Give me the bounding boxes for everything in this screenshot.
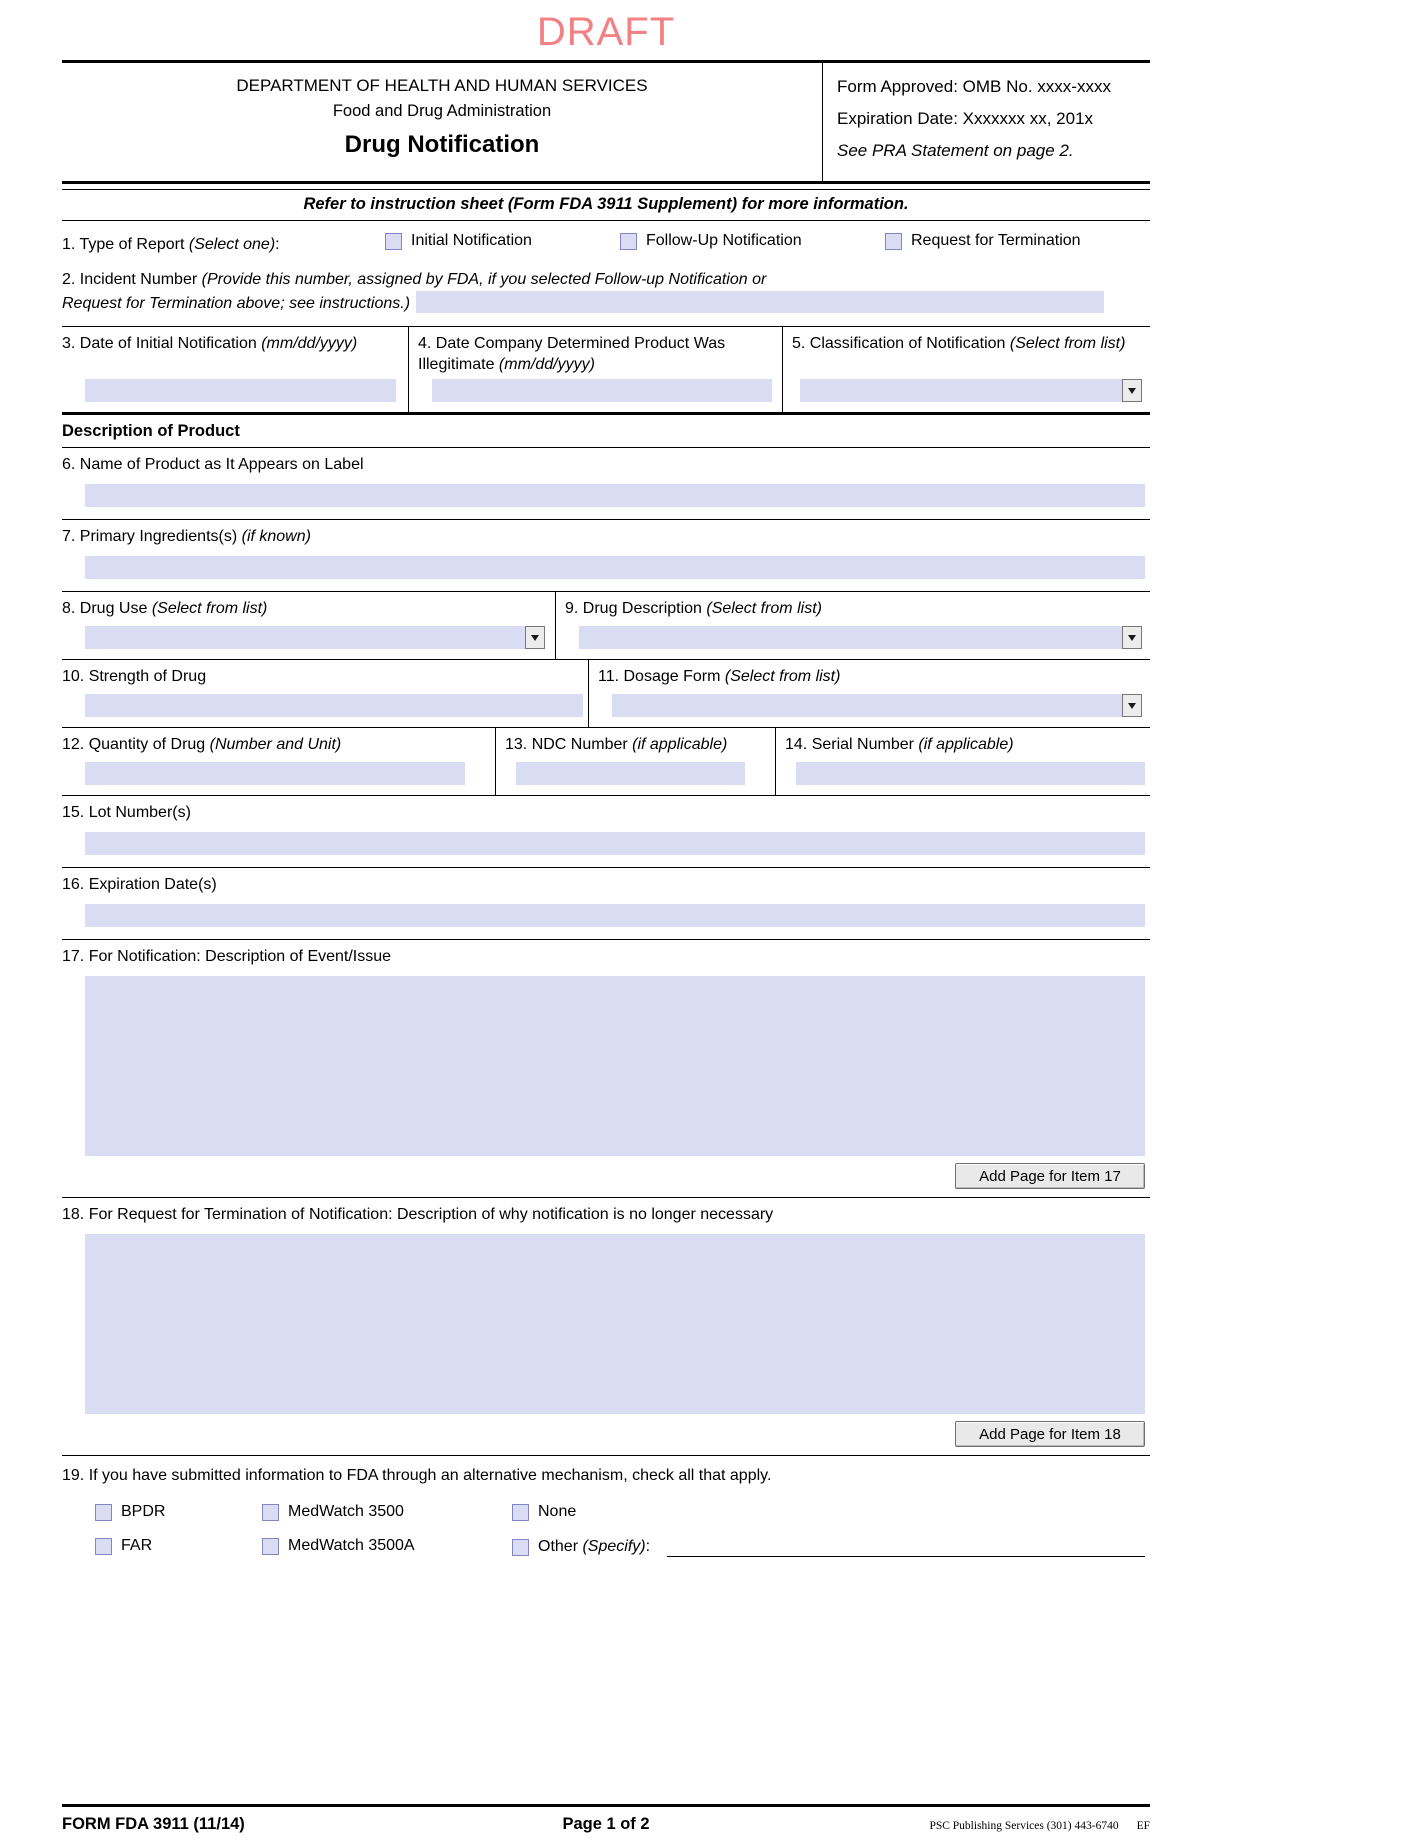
item-8-input[interactable] xyxy=(85,626,525,649)
checkbox-box-icon[interactable] xyxy=(620,233,637,250)
item-15-label: 15. Lot Number(s) xyxy=(62,804,191,821)
item-3-input[interactable] xyxy=(85,379,396,402)
item-12-input[interactable] xyxy=(85,762,465,785)
other-specify-input[interactable] xyxy=(667,1537,1145,1557)
form-number: FORM FDA 3911 (11/14) xyxy=(62,1815,245,1833)
item-5-combo xyxy=(800,379,1142,402)
down-triangle-icon xyxy=(1128,388,1136,394)
item-17-event-description xyxy=(62,940,1150,1198)
add-page-item-18-button[interactable]: Add Page for Item 18 xyxy=(955,1421,1145,1447)
item-10-label: 10. Strength of Drug xyxy=(62,668,207,685)
approval-block xyxy=(822,63,1150,181)
item-14-serial-number xyxy=(775,728,1150,795)
item-19-checkbox-row-1 xyxy=(62,1499,1150,1533)
item-11-combo xyxy=(612,694,1142,717)
department-name: DEPARTMENT OF HEALTH AND HUMAN SERVICES xyxy=(236,76,648,95)
item-16-label: 16. Expiration Date(s) xyxy=(62,876,217,893)
item-10-input[interactable] xyxy=(85,694,583,717)
item-17-button-row xyxy=(62,1163,1145,1189)
item-13-input[interactable] xyxy=(516,762,745,785)
item-1-label: 1. Type of Report (Select one): xyxy=(62,236,280,253)
publisher-info: PSC Publishing Services (301) 443-6740 EF xyxy=(929,1820,1150,1832)
down-triangle-icon xyxy=(531,635,539,641)
item-4-input[interactable] xyxy=(432,379,772,402)
item-3-date-of-initial-notification xyxy=(62,327,408,412)
item-18-label: 18. For Request for Termination of Notification: Description of why notification is no longer necessary xyxy=(62,1206,774,1223)
item-4-label: 4. Date Company Determined Product Was Illegitimate (mm/dd/yyyy) xyxy=(418,335,726,373)
header-agency-block xyxy=(62,63,822,181)
item-10-strength-of-drug xyxy=(62,660,588,727)
item-3-label: 3. Date of Initial Notification (mm/dd/yyyy) xyxy=(62,335,358,352)
checkbox-box-icon[interactable] xyxy=(262,1504,279,1521)
instruction-banner: Refer to instruction sheet (Form FDA 3911 Supplement) for more information. xyxy=(62,189,1150,221)
dropdown-arrow-icon[interactable] xyxy=(525,626,545,649)
checkbox-medwatch-3500[interactable]: MedWatch 3500 xyxy=(262,1503,404,1521)
item-2-input[interactable] xyxy=(416,291,1104,313)
item-4-date-determined-illegitimate xyxy=(408,327,782,412)
item-19-alternative-mechanism xyxy=(62,1456,1150,1567)
item-16-input[interactable] xyxy=(85,904,1145,927)
item-8-combo xyxy=(85,626,545,649)
item-9-label: 9. Drug Description (Select from list) xyxy=(565,600,822,617)
checkbox-box-icon[interactable] xyxy=(95,1538,112,1555)
item-11-label: 11. Dosage Form (Select from list) xyxy=(598,668,841,685)
item-14-label: 14. Serial Number (if applicable) xyxy=(785,736,1014,753)
omb-approval-line: Form Approved: OMB No. xxxx-xxxx xyxy=(837,77,1111,96)
item-15-input[interactable] xyxy=(85,832,1145,855)
item-18-textarea[interactable] xyxy=(85,1234,1145,1414)
dropdown-arrow-icon[interactable] xyxy=(1122,694,1142,717)
checkbox-other[interactable] xyxy=(512,1537,1145,1557)
page-indicator: Page 1 of 2 xyxy=(562,1815,650,1833)
items-10-11-row xyxy=(62,660,1150,728)
item-19-label: 19. If you have submitted information to FDA through an alternative mechanism, check all that apply. xyxy=(62,1467,772,1484)
footer xyxy=(62,1804,1150,1834)
item-17-label: 17. For Notification: Description of Event/Issue xyxy=(62,948,392,965)
item-7-input[interactable] xyxy=(85,556,1145,579)
checkbox-medwatch-3500a[interactable]: MedWatch 3500A xyxy=(262,1537,415,1555)
item-14-input[interactable] xyxy=(796,762,1145,785)
item-13-label: 13. NDC Number (if applicable) xyxy=(505,736,728,753)
other-label: Other (Specify): xyxy=(538,1538,651,1555)
checkbox-request-for-termination[interactable]: Request for Termination xyxy=(885,232,1081,250)
item-5-input[interactable] xyxy=(800,379,1122,402)
item-2-incident-number xyxy=(62,268,1150,327)
checkbox-box-icon[interactable] xyxy=(512,1539,529,1556)
item-5-label: 5. Classification of Notification (Select from list) xyxy=(792,335,1126,352)
item-6-input[interactable] xyxy=(85,484,1145,507)
form-content xyxy=(62,0,1150,1567)
item-17-textarea[interactable] xyxy=(85,976,1145,1156)
item-11-dosage-form xyxy=(588,660,1150,727)
items-8-9-row xyxy=(62,592,1150,660)
item-11-input[interactable] xyxy=(612,694,1122,717)
items-3-4-5-row xyxy=(62,327,1150,415)
item-2-label: 2. Incident Number (Provide this number, assigned by FDA, if you selected Follow-up Notification or Request for Termination above; see instructions.) xyxy=(62,271,767,312)
item-13-ndc-number xyxy=(495,728,775,795)
item-1-type-of-report xyxy=(62,221,1150,268)
form-title: Drug Notification xyxy=(344,131,540,158)
checkbox-box-icon[interactable] xyxy=(262,1538,279,1555)
checkbox-follow-up-notification[interactable]: Follow-Up Notification xyxy=(620,232,802,250)
draft-watermark: DRAFT xyxy=(536,10,676,54)
item-15-lot-numbers xyxy=(62,796,1150,868)
agency-name: Food and Drug Administration xyxy=(332,102,552,120)
dropdown-arrow-icon[interactable] xyxy=(1122,626,1142,649)
item-12-label: 12. Quantity of Drug (Number and Unit) xyxy=(62,736,342,753)
item-9-combo xyxy=(579,626,1142,649)
item-18-termination-description xyxy=(62,1198,1150,1456)
item-6-label: 6. Name of Product as It Appears on Label xyxy=(62,456,364,473)
pra-statement-line: See PRA Statement on page 2. xyxy=(837,141,1074,160)
checkbox-far[interactable]: FAR xyxy=(95,1537,152,1555)
item-5-classification-of-notification xyxy=(782,327,1150,412)
checkbox-none[interactable]: None xyxy=(512,1503,576,1521)
item-19-checkbox-row-2 xyxy=(62,1533,1150,1567)
checkbox-box-icon[interactable] xyxy=(885,233,902,250)
dropdown-arrow-icon[interactable] xyxy=(1122,379,1142,402)
form-header xyxy=(62,60,1150,184)
down-triangle-icon xyxy=(1128,703,1136,709)
checkbox-bpdr[interactable]: BPDR xyxy=(95,1503,165,1521)
item-16-expiration-dates xyxy=(62,868,1150,940)
checkbox-box-icon[interactable] xyxy=(512,1504,529,1521)
expiration-date-line: Expiration Date: Xxxxxxx xx, 201x xyxy=(837,109,1094,128)
item-9-input[interactable] xyxy=(579,626,1122,649)
item-6-product-name xyxy=(62,448,1150,520)
down-triangle-icon xyxy=(1128,635,1136,641)
item-7-primary-ingredients xyxy=(62,520,1150,592)
add-page-item-17-button[interactable]: Add Page for Item 17 xyxy=(955,1163,1145,1189)
items-12-13-14-row xyxy=(62,728,1150,796)
item-12-quantity-of-drug xyxy=(62,728,495,795)
item-8-label: 8. Drug Use (Select from list) xyxy=(62,600,268,617)
item-8-drug-use xyxy=(62,592,555,659)
section-description-of-product: Description of Product xyxy=(62,415,1150,448)
checkbox-box-icon[interactable] xyxy=(385,233,402,250)
checkbox-box-icon[interactable] xyxy=(95,1504,112,1521)
item-9-drug-description xyxy=(555,592,1150,659)
item-7-label: 7. Primary Ingredients(s) (if known) xyxy=(62,528,311,545)
checkbox-initial-notification[interactable]: Initial Notification xyxy=(385,232,532,250)
item-18-button-row xyxy=(62,1421,1145,1447)
